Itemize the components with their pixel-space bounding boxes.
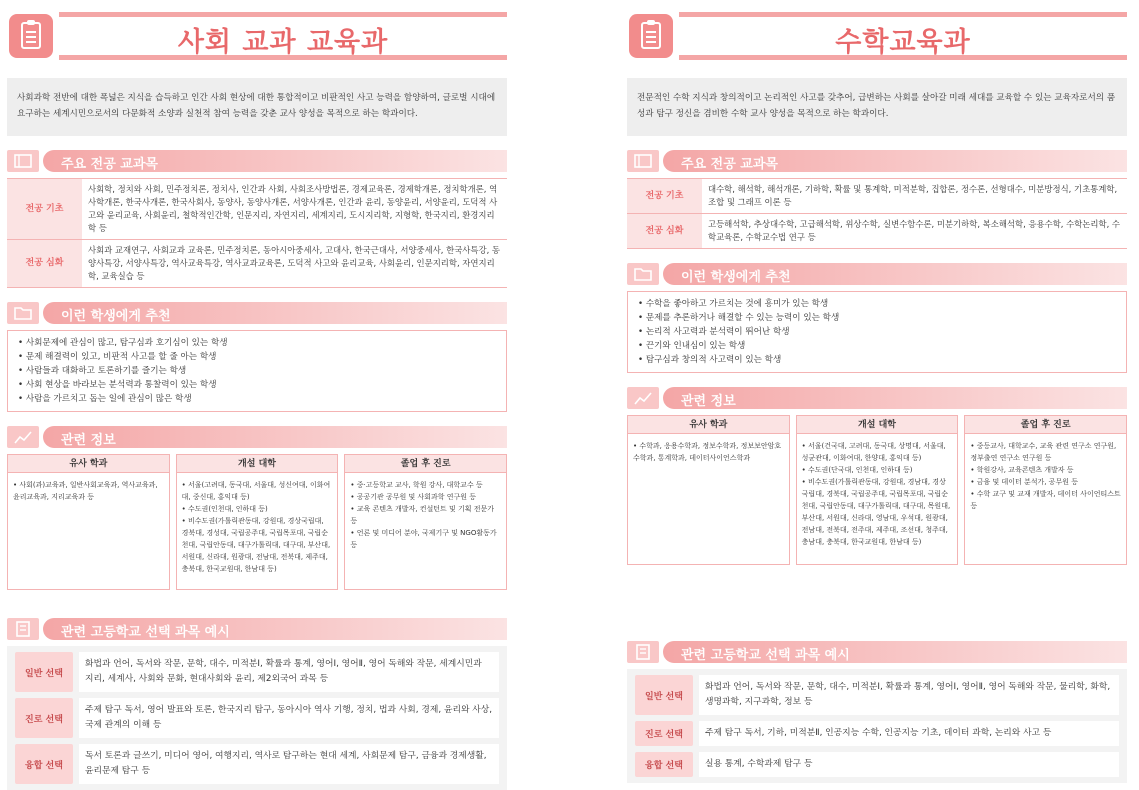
table-row xyxy=(15,744,499,784)
page-title: 수학교육과 xyxy=(835,27,971,58)
folder-icon xyxy=(627,263,659,285)
section-info xyxy=(7,426,507,450)
folder-icon xyxy=(7,302,39,324)
list-item: • 끈기와 인내심이 있는 학생 xyxy=(638,339,1116,353)
info-universities xyxy=(796,415,959,565)
row-value: 사회학, 정치와 사회, 민주정치론, 정치사, 인간과 사회, 사회조사방법론, 경제교육론, 경제학개론, 정치학개론, 역사학개론, 한국사개론, 한국사회사, 동양사, 동양사개론, 서양사개론, 인간과 윤리, 동양윤리, 서양윤리, 도덕적 사고와 윤리교육, 사회윤리, 철학적인간학, 인문지리, 자연지리, 세계지리, 도시지리학, 지형학, 한국지리, 환경지리학 등 xyxy=(82,179,507,240)
row-value: 화법과 언어, 독서와 작문, 문학, 대수, 미적분Ⅰ, 확률과 통계, 영어Ⅰ, 영어Ⅱ, 영어 독해와 작문, 세계시민과 지리, 세계사, 사회와 문화, 현대사회와 윤리, 제2외국어 과목 등 xyxy=(79,652,499,692)
list-item: • 사회 현상을 바라보는 분석력과 통찰력이 있는 학생 xyxy=(18,378,496,392)
table-row xyxy=(15,698,499,738)
section-recommend xyxy=(627,263,1127,287)
section-title: 주요 전공 교과목 xyxy=(61,157,158,172)
major-table xyxy=(627,178,1127,249)
section-major xyxy=(7,150,507,174)
section-title: 주요 전공 교과목 xyxy=(681,157,778,172)
list-item: • 수학을 좋아하고 가르치는 것에 흥미가 있는 학생 xyxy=(638,297,1116,311)
row-label: 일반 선택 xyxy=(635,675,693,715)
section-title: 관련 정보 xyxy=(61,433,116,448)
info-similar xyxy=(7,454,170,590)
list-item: • 서울(고려대, 동국대, 서울대, 성신여대, 이화여대, 중신대, 홍익대 등) xyxy=(182,479,333,503)
row-label: 일반 선택 xyxy=(15,652,73,692)
highschool-list xyxy=(627,669,1127,783)
list-item: • 학원강사, 교육콘텐츠 개발자 등 xyxy=(970,464,1121,476)
list-item: • 중·고등학교 교사, 학원 강사, 대학교수 등 xyxy=(350,479,501,491)
column-head: 유사 학과 xyxy=(628,416,789,434)
chart-icon xyxy=(627,387,659,409)
list-item: • 사회문제에 관심이 많고, 탐구심과 호기심이 있는 학생 xyxy=(18,336,496,350)
intro-text: 사회과학 전반에 대한 폭넓은 지식을 습득하고 인간 사회 현상에 대한 통합적이고 비판적인 사고 능력을 함양하여, 글로벌 시대에 요구하는 세계시민으로서의 다문화적 소양과 실천적 참여 능력을 갖춘 교사 양성을 목적으로 하는 학과이다. xyxy=(7,78,507,136)
list-item: • 수학과, 응용수학과, 정보수학과, 정보보안암호수학과, 통계학과, 데이터사이언스학과 xyxy=(633,440,784,464)
column-head: 유사 학과 xyxy=(8,455,169,473)
row-value: 주제 탐구 독서, 영어 발표와 토론, 한국지리 탐구, 동아시아 역사 기행, 정치, 법과 사회, 경제, 윤리와 사상, 국제 관계의 이해 등 xyxy=(79,698,499,738)
row-value: 대수학, 해석학, 해석개론, 기하학, 확률 및 통계학, 미적분학, 집합론, 정수론, 선형대수, 미분방정식, 기초통계학, 조합 및 그래프 이론 등 xyxy=(702,179,1127,214)
row-value: 화법과 언어, 독서와 작문, 문학, 대수, 미적분Ⅰ, 확률과 통계, 영어Ⅰ, 영어Ⅱ, 영어 독해와 작문, 물리학, 화학, 생명과학, 지구과학, 정보 등 xyxy=(699,675,1119,715)
row-label: 전공 심화 xyxy=(7,240,82,288)
section-title: 관련 정보 xyxy=(681,394,736,409)
row-value: 고등해석학, 추상대수학, 고급해석학, 위상수학, 실변수함수론, 미분기하학, 복소해석학, 응용수학, 수학논리학, 수학교육론, 수학교수법 연구 등 xyxy=(702,214,1127,249)
section-title: 관련 고등학교 선택 과목 예시 xyxy=(681,648,850,663)
row-value: 주제 탐구 독서, 기하, 미적분Ⅱ, 인공지능 수학, 인공지능 기초, 데이터 과학, 논리와 사고 등 xyxy=(699,721,1119,746)
section-title: 이런 학생에게 추천 xyxy=(61,309,171,324)
info-similar xyxy=(627,415,790,565)
section-info xyxy=(627,387,1127,411)
right-page xyxy=(627,0,1127,783)
list-item: • 비수도권(가톨릭관동대, 강원대, 경상국립대, 경북대, 경성대, 국립공주대, 국립목포대, 국립순천대, 국립안동대, 대구가톨릭대, 대구대, 부산대, 서원대, 신라대, 원광대, 전남대, 전북대, 제주대, 충북대, 한국교원대, 한남대 등) xyxy=(182,515,333,575)
chart-icon xyxy=(7,426,39,448)
list-item: • 탐구심과 창의적 사고력이 있는 학생 xyxy=(638,353,1116,367)
column-head: 졸업 후 진로 xyxy=(345,455,506,473)
list-item: • 문제를 추론하거나 해결할 수 있는 능력이 있는 학생 xyxy=(638,311,1116,325)
list-item: • 사람을 가르치고 돕는 일에 관심이 많은 학생 xyxy=(18,392,496,406)
list-item: • 문제 해결력이 있고, 비판적 사고를 할 줄 아는 학생 xyxy=(18,350,496,364)
info-columns xyxy=(7,454,507,590)
row-label: 진로 선택 xyxy=(15,698,73,738)
list-item: • 사람들과 대화하고 토론하기를 즐기는 학생 xyxy=(18,364,496,378)
book-icon xyxy=(627,150,659,172)
table-row xyxy=(635,675,1119,715)
list-item: • 언론 및 미디어 분야, 국제기구 및 NGO활동가 등 xyxy=(350,527,501,551)
intro-text: 전문적인 수학 지식과 창의적이고 논리적인 사고를 갖추어, 급변하는 사회를 살아갈 미래 세대를 교육할 수 있는 교육자로서의 품성과 탐구 정신을 겸비한 수학 교사 양성을 목적으로 하는 학과이다. xyxy=(627,78,1127,136)
row-label: 융합 선택 xyxy=(635,752,693,777)
info-career xyxy=(964,415,1127,565)
left-page xyxy=(7,0,507,790)
table-row xyxy=(15,652,499,692)
table-row xyxy=(7,240,507,288)
list-item: • 중등교사, 대학교수, 교육 관련 연구소 연구원, 정부출연 연구소 연구원 등 xyxy=(970,440,1121,464)
info-universities xyxy=(176,454,339,590)
row-value: 사회과 교재연구, 사회교과 교육론, 민주정치론, 동아시아중세사, 고대사, 한국근대사, 서양중세사, 한국사특강, 동양사특강, 서양사특강, 역사교육특강, 역사교과교육론, 도덕적 사고와 윤리교육, 사회윤리, 인문지리학, 자연지리학, 교육실습 등 xyxy=(82,240,507,288)
book-icon xyxy=(7,150,39,172)
column-head: 졸업 후 진로 xyxy=(965,416,1126,434)
page-header xyxy=(627,12,1127,60)
section-highschool xyxy=(7,618,507,642)
row-label: 진로 선택 xyxy=(635,721,693,746)
table-row xyxy=(7,179,507,240)
table-row xyxy=(635,752,1119,777)
table-row xyxy=(627,179,1127,214)
section-title: 이런 학생에게 추천 xyxy=(681,270,791,285)
clipboard-icon xyxy=(629,14,673,58)
row-label: 전공 기초 xyxy=(627,179,702,214)
row-label: 전공 기초 xyxy=(7,179,82,240)
list-item: • 사회(과)교육과, 일반사회교육과, 역사교육과, 윤리교육과, 지리교육과 등 xyxy=(13,479,164,503)
recommend-list xyxy=(627,291,1127,373)
column-head: 개설 대학 xyxy=(177,455,338,473)
list-item: • 금융 및 데이터 분석가, 공무원 등 xyxy=(970,476,1121,488)
info-columns xyxy=(627,415,1127,565)
list-item: • 비수도권(가톨릭관동대, 강원대, 경남대, 경상국립대, 경북대, 국립공주대, 국립목포대, 국립순천대, 국립안동대, 대구가톨릭대, 대구대, 목원대, 부산대, 서원대, 신라대, 영남대, 우석대, 원광대, 전남대, 전북대, 전주대, 제주대, 조선대, 청주대, 충남대, 충북대, 한국교원대, 한남대 등) xyxy=(802,476,953,548)
list-item: • 교육 콘텐츠 개발자, 컨설턴트 및 기획 전문가 등 xyxy=(350,503,501,527)
row-value: 실용 통계, 수학과제 탐구 등 xyxy=(699,752,1119,777)
clipboard-icon xyxy=(9,14,53,58)
notebook-icon xyxy=(7,618,39,640)
highschool-list xyxy=(7,646,507,790)
page-title: 사회 교과 교육과 xyxy=(177,27,389,58)
list-item: • 수도권(단국대, 인천대, 인하대 등) xyxy=(802,464,953,476)
major-table xyxy=(7,178,507,288)
row-label: 전공 심화 xyxy=(627,214,702,249)
recommend-list xyxy=(7,330,507,412)
section-title: 관련 고등학교 선택 과목 예시 xyxy=(61,625,230,640)
list-item: • 수도권(인천대, 인하대 등) xyxy=(182,503,333,515)
page-header xyxy=(7,12,507,60)
list-item: • 서울(건국대, 고려대, 동국대, 상명대, 서울대, 성균관대, 이화여대, 한양대, 홍익대 등) xyxy=(802,440,953,464)
section-major xyxy=(627,150,1127,174)
list-item: • 논리적 사고력과 분석력이 뛰어난 학생 xyxy=(638,325,1116,339)
notebook-icon xyxy=(627,641,659,663)
table-row xyxy=(627,214,1127,249)
list-item: • 공공기관 공무원 및 사회과학 연구원 등 xyxy=(350,491,501,503)
column-head: 개설 대학 xyxy=(797,416,958,434)
row-value: 독서 토론과 글쓰기, 미디어 영어, 여행지리, 역사로 탐구하는 현대 세계, 사회문제 탐구, 금융과 경제생활, 윤리문제 탐구 등 xyxy=(79,744,499,784)
row-label: 융합 선택 xyxy=(15,744,73,784)
info-career xyxy=(344,454,507,590)
section-highschool xyxy=(627,641,1127,665)
list-item: • 수학 교구 및 교재 개발자, 데이터 사이언티스트 등 xyxy=(970,488,1121,512)
table-row xyxy=(635,721,1119,746)
section-recommend xyxy=(7,302,507,326)
